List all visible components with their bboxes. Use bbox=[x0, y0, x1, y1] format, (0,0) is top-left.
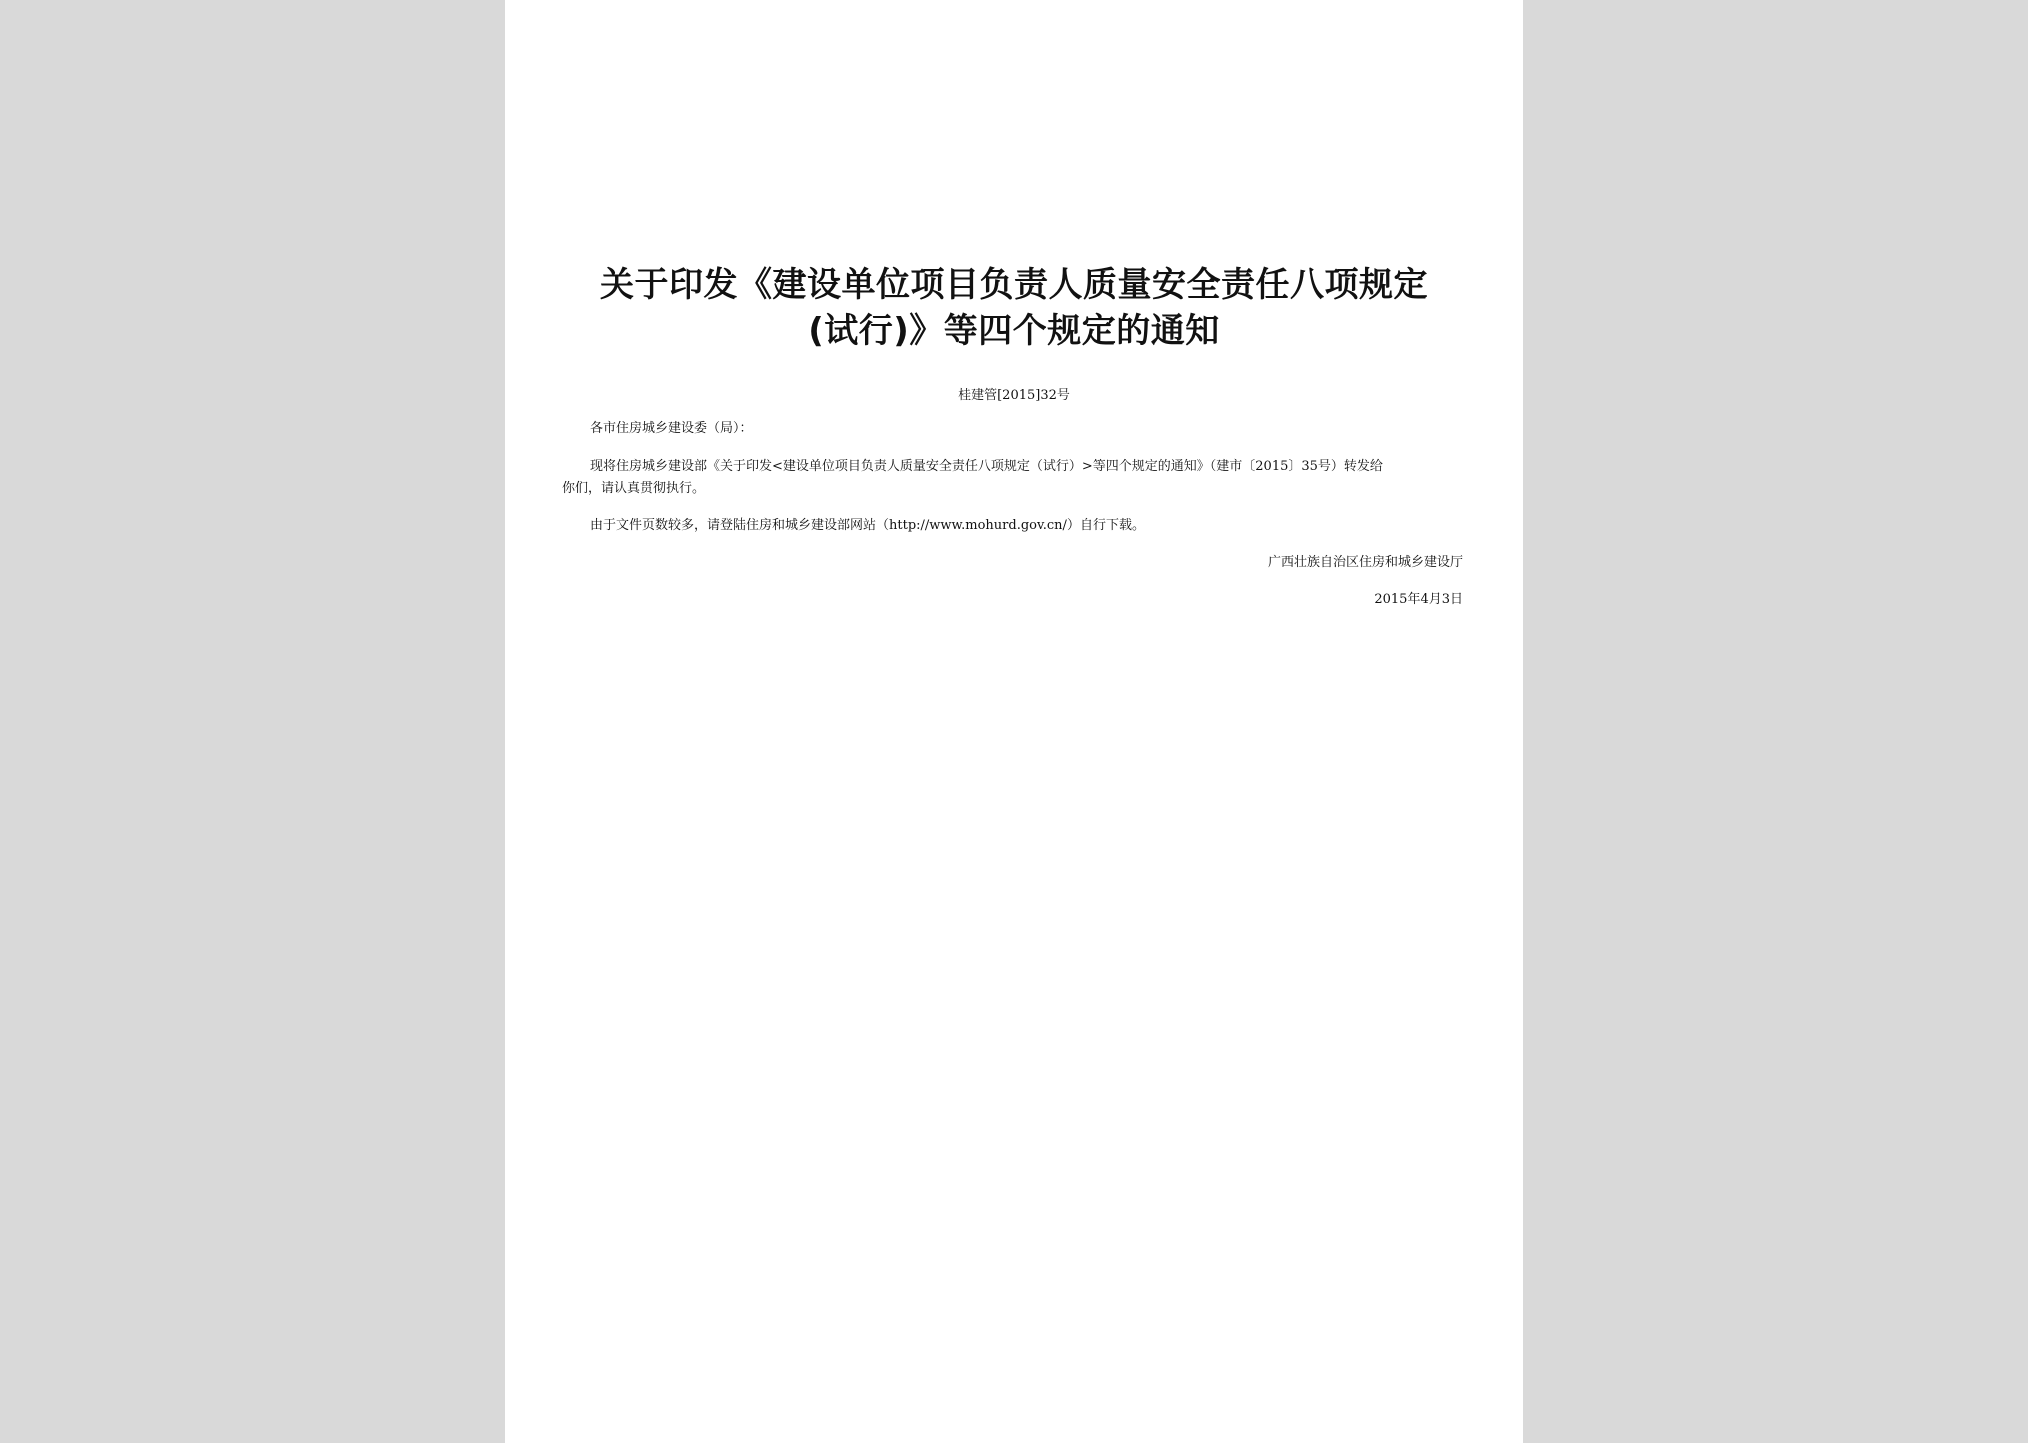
document-title bbox=[545, 262, 1483, 354]
salutation: 各市住房城乡建设委（局）： bbox=[590, 421, 753, 436]
paragraph-1-line-1: 现将住房城乡建设部《关于印发<建设单位项目负责人质量安全责任八项规定（试行）>等四个规定的通知》（建市〔2015〕35号）转发给 bbox=[590, 459, 1383, 474]
paragraph-1-line-2: 你们，请认真贯彻执行。 bbox=[562, 481, 706, 496]
signature-date: 2015年4月3日 bbox=[1374, 592, 1463, 607]
signature-organization: 广西壮族自治区住房和城乡建设厅 bbox=[1267, 555, 1463, 570]
title-line-1: 关于印发《建设单位项目负责人质量安全责任八项规定 bbox=[600, 265, 1428, 305]
document-number: 桂建管[2015]32号 bbox=[958, 388, 1070, 403]
title-line-2: (试行)》等四个规定的通知 bbox=[808, 311, 1220, 351]
document-page bbox=[505, 0, 1523, 1443]
paragraph-2: 由于文件页数较多，请登陆住房和城乡建设部网站（http://www.mohurd.gov.cn/）自行下载。 bbox=[590, 518, 1145, 533]
